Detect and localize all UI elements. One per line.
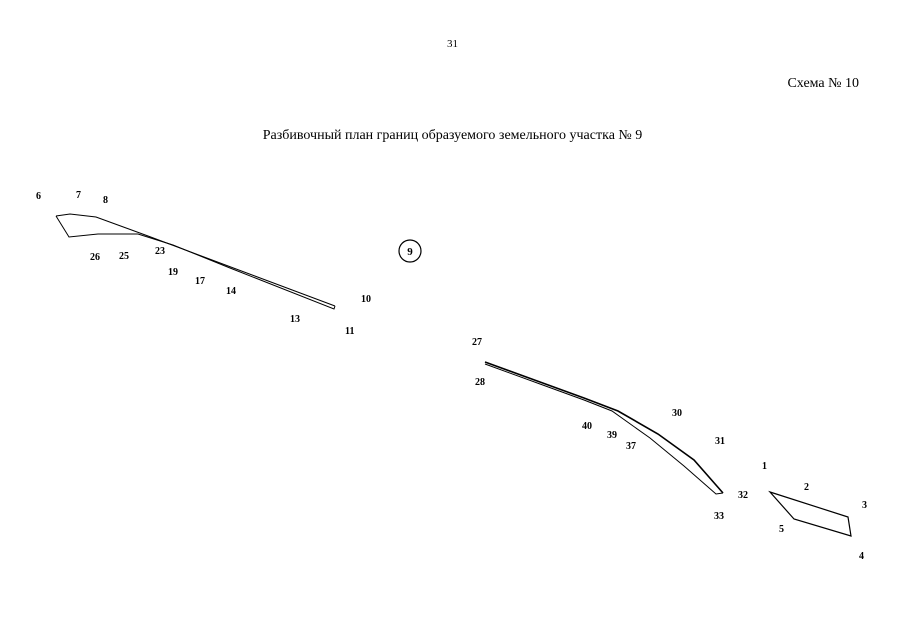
point-label-1: 1 xyxy=(762,461,767,472)
point-labels xyxy=(36,190,867,562)
point-label-37: 37 xyxy=(626,441,636,452)
point-label-23: 23 xyxy=(155,246,165,257)
point-label-31: 31 xyxy=(715,436,725,447)
point-label-13: 13 xyxy=(290,314,300,325)
point-label-40: 40 xyxy=(582,421,592,432)
point-label-19: 19 xyxy=(168,267,178,278)
page-number: 31 xyxy=(447,38,458,50)
plan-title: Разбивочный план границ образуемого земельного участка № 9 xyxy=(262,128,643,143)
point-label-33: 33 xyxy=(714,511,724,522)
contour-middle-right xyxy=(485,362,723,494)
point-label-2: 2 xyxy=(804,482,809,493)
point-label-8: 8 xyxy=(103,195,108,206)
point-label-6: 6 xyxy=(36,191,41,202)
parcel-number-label: 9 xyxy=(407,246,413,258)
point-label-32: 32 xyxy=(738,490,748,501)
point-label-4: 4 xyxy=(859,551,864,562)
point-label-5: 5 xyxy=(779,524,784,535)
contour-middle-right-outer-edge xyxy=(485,362,723,493)
parcel-number-marker xyxy=(399,240,421,262)
point-label-28: 28 xyxy=(475,377,485,388)
point-label-27: 27 xyxy=(472,337,482,348)
point-label-3: 3 xyxy=(862,500,867,511)
point-label-26: 26 xyxy=(90,252,100,263)
point-label-11: 11 xyxy=(345,326,355,337)
point-label-25: 25 xyxy=(119,251,129,262)
contour-middle-right-inner-edge xyxy=(485,364,723,494)
point-label-7: 7 xyxy=(76,190,81,201)
point-label-10: 10 xyxy=(361,294,371,305)
scheme-label: Схема № 10 xyxy=(787,76,859,91)
point-label-17: 17 xyxy=(195,276,205,287)
point-label-14: 14 xyxy=(226,286,236,297)
point-label-39: 39 xyxy=(607,430,617,441)
point-label-30: 30 xyxy=(672,408,682,419)
